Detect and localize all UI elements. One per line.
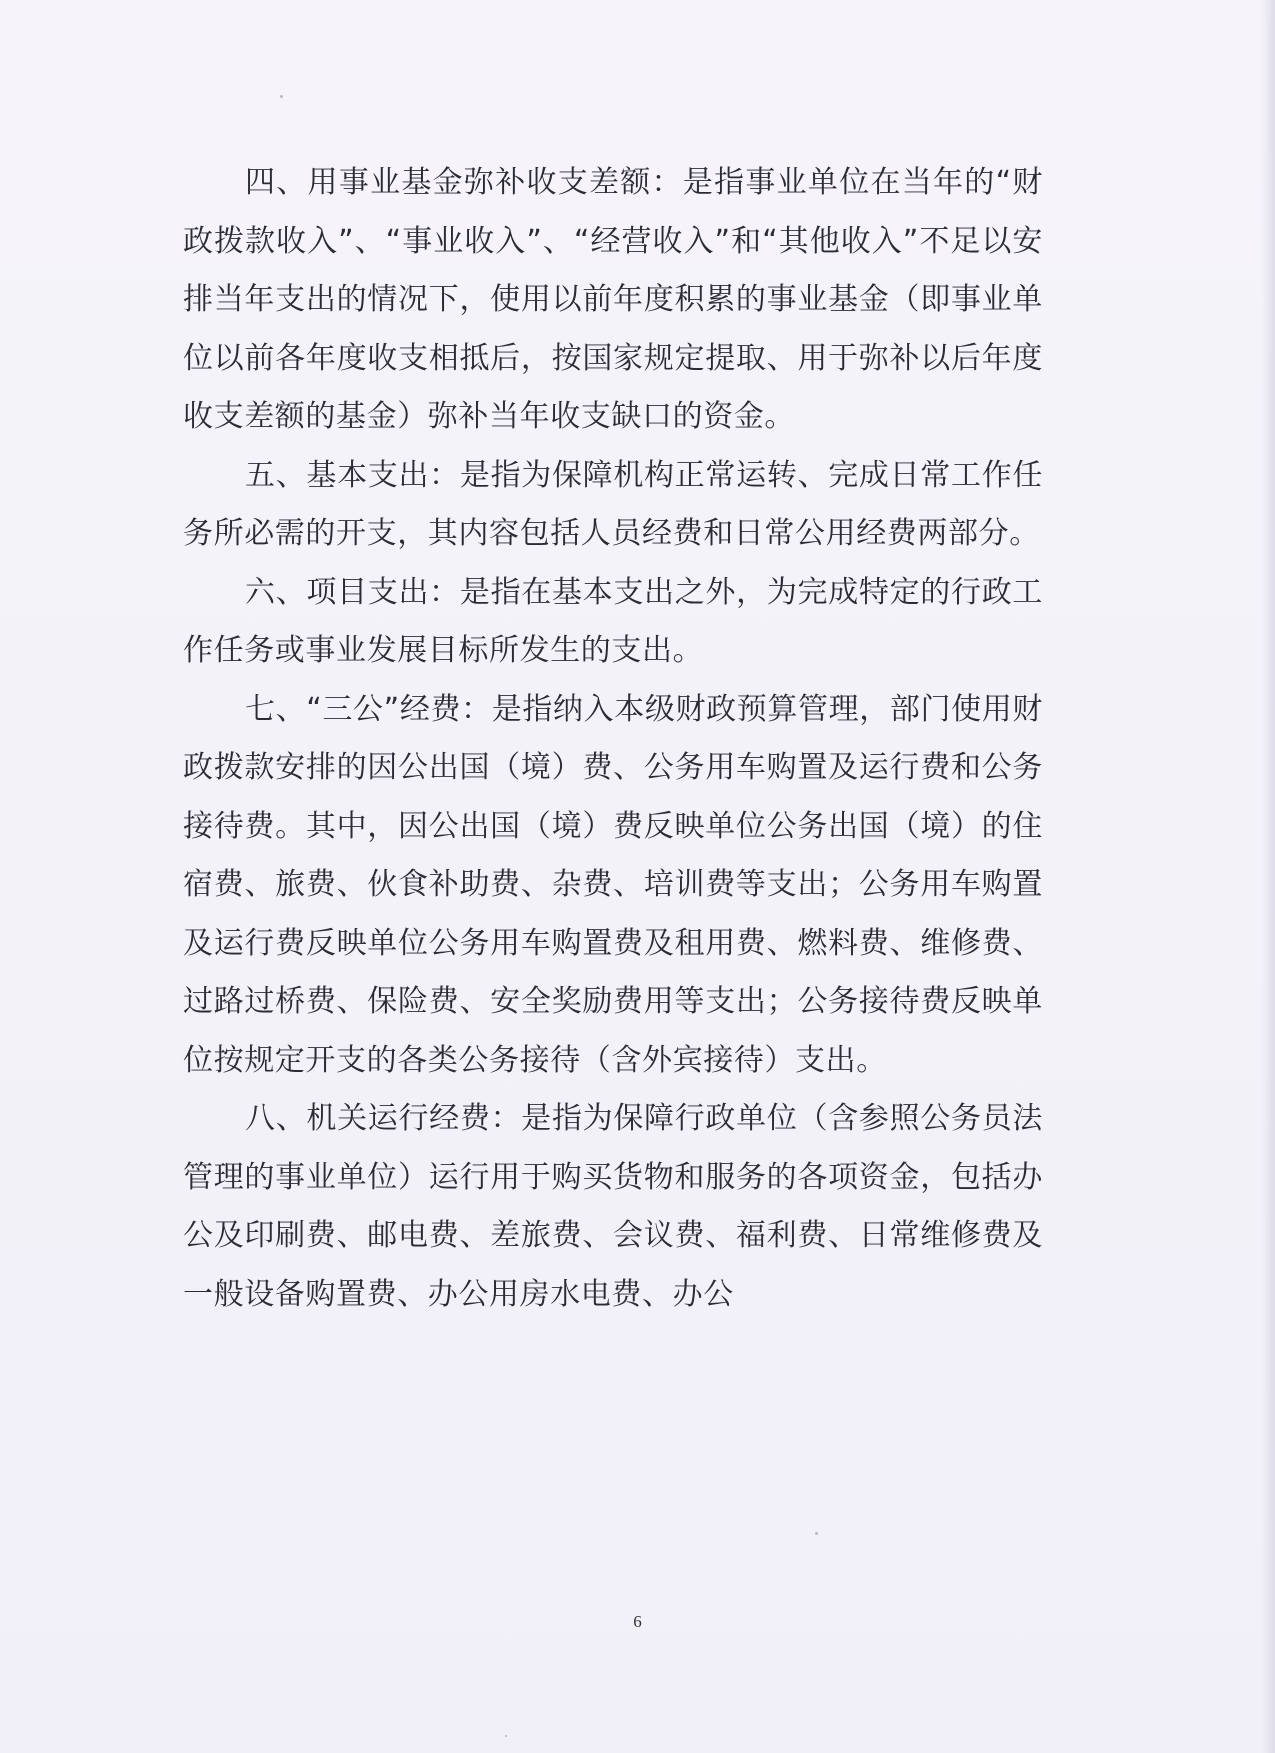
paragraph-project-expenditure: 六、项目支出：是指在基本支出之外，为完成特定的行政工作任务或事业发展目标所发生的支出。 — [183, 574, 1043, 668]
page-number: 6 — [633, 1612, 642, 1631]
scan-speck — [815, 1532, 818, 1535]
paragraph-operating-expenses: 八、机关运行经费：是指为保障行政单位（含参照公务员法管理的事业单位）运行用于购买货物和服务的各项资金，包括办公及印刷费、邮电费、差旅费、会议费、福利费、日常维修费及一般设备购置费、办公用房水电费、办公 — [183, 1101, 1043, 1312]
paragraph-three-public-expenses: 七、“三公”经费：是指纳入本级财政预算管理，部门使用财政拨款安排的因公出国（境）费、公务用车购置及运行费和公务接待费。其中，因公出国（境）费反映单位公务出国（境）的住宿费、旅费、伙食补助费、杂费、培训费等支出；公务用车购置及运行费反映单位公务用车购置费及租用费、燃料费、维修费、过路过桥费、保险费、安全奖励费用等支出；公务接待费反映单位按规定开支的各类公务接待（含外宾接待）支出。 — [183, 691, 1043, 1078]
paragraph-basic-expenditure: 五、基本支出：是指为保障机构正常运转、完成日常工作任务所必需的开支，其内容包括人员经费和日常公用经费两部分。 — [183, 457, 1043, 551]
body-text — [183, 154, 1043, 1324]
scan-speck — [505, 1735, 507, 1737]
scan-edge-shading — [1261, 0, 1275, 1753]
scan-speck — [280, 95, 283, 98]
paragraph-fund-deficit: 四、用事业基金弥补收支差额：是指事业单位在当年的“财政拨款收入”、“事业收入”、“经营收入”和“其他收入”不足以安排当年支出的情况下，使用以前年度积累的事业基金（即事业单位以前各年度收支相抵后，按国家规定提取、用于弥补以后年度收支差额的基金）弥补当年收支缺口的资金。 — [183, 165, 1043, 434]
